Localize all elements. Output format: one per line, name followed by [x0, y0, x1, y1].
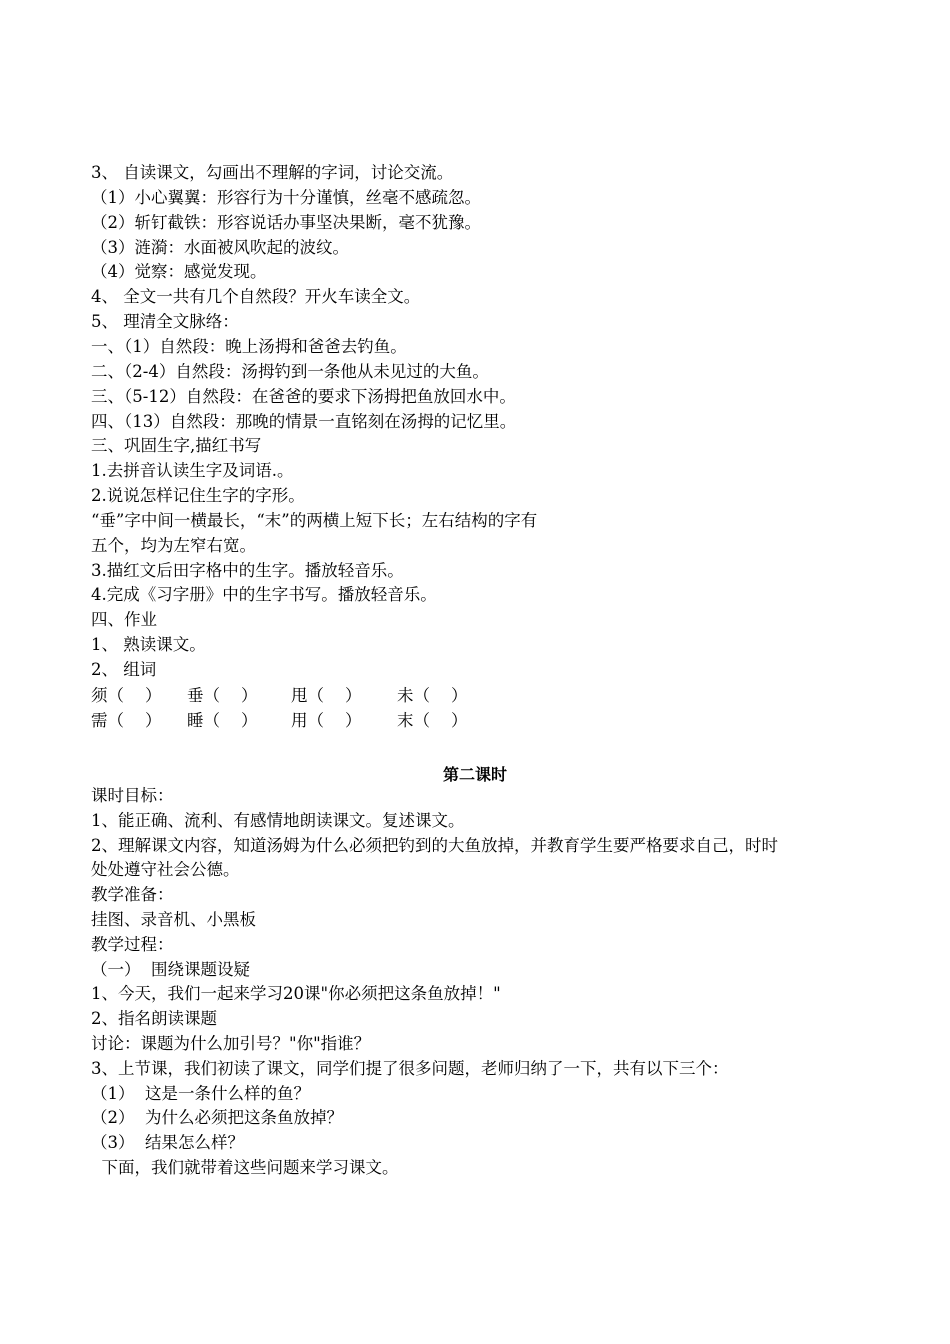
lesson1-line: 3、 自读课文，勾画出不理解的字词，讨论交流。	[91, 163, 454, 182]
lesson1-line: （4）觉察：感觉发现。	[91, 262, 267, 282]
lesson1-line: 四、（13）自然段：那晚的情景一直铭刻在汤拇的记忆里。	[91, 411, 517, 431]
lesson1-line: “垂”字中间一横最长，“末”的两横上短下长；左右结构的字有	[91, 510, 538, 530]
lesson2-line: 课时目标：	[91, 786, 174, 805]
lesson2-line: （3） 结果怎么样？	[91, 1133, 244, 1153]
lesson1-line: 4.完成《习字册》中的生字书写。播放轻音乐。	[91, 585, 437, 605]
lesson1-line: 1.去拼音认读生字及词语.。	[91, 461, 294, 481]
lesson2-line: 教学过程：	[91, 934, 174, 954]
lesson2-line: 1、能正确、流利、有感情地朗读课文。复述课文。	[91, 810, 465, 830]
lesson1-line: 2、 组词	[91, 660, 157, 679]
lesson2-line: （1） 这是一条什么样的鱼？	[91, 1083, 310, 1103]
word-blank: 末（ ）	[397, 711, 468, 730]
word-blank: 睡（ ）	[187, 711, 258, 730]
word-blank: 垂（ ）	[187, 686, 258, 705]
lesson1-line: （2）斩钉截铁：形容说话办事坚决果断，毫不犹豫。	[91, 212, 481, 232]
word-blank: 需（ ）	[91, 711, 162, 730]
lesson1-line: 五个，均为左窄右宽。	[91, 535, 256, 555]
lesson2-line: 1、今天，我们一起来学习20课"你必须把这条鱼放掉！"	[91, 984, 501, 1004]
lesson1-line: 四、作业	[91, 610, 157, 630]
word-blank: 甩（ ）	[291, 686, 362, 705]
lesson2-line: （一） 围绕课题设疑	[91, 959, 250, 979]
lesson2-line: 讨论：课题为什么加引号？"你"指谁？	[91, 1034, 371, 1053]
lesson1-line: 三、巩固生字,描红书写	[91, 436, 262, 456]
lesson1-line: （1）小心翼翼：形容行为十分谨慎，丝毫不感疏忽。	[91, 187, 481, 207]
lesson1-line: 二、（2-4）自然段：汤拇钓到一条他从未见过的大鱼。	[91, 361, 489, 381]
lesson1-line: 4、 全文一共有几个自然段？开火车读全文。	[91, 287, 421, 307]
lesson2-line: 2、理解课文内容，知道汤姆为什么必须把钓到的大鱼放掉，并教育学生要严格要求自己，时时	[91, 835, 778, 855]
lesson1-line: 2.说说怎样记住生字的字形。	[91, 486, 305, 506]
lesson2-line: 处处遵守社会公德。	[91, 860, 240, 880]
word-blank: 用（ ）	[291, 711, 362, 730]
lesson2-line: 2、指名朗读课题	[91, 1009, 217, 1029]
lesson2-line: 教学准备：	[91, 885, 174, 905]
lesson1-line: （3）涟漪：水面被风吹起的波纹。	[91, 237, 349, 257]
lesson2-line: 3、上节课，我们初读了课文，同学们提了很多问题，老师归纳了一下，共有以下三个：	[91, 1058, 729, 1078]
lesson2-title: 第二课时	[442, 765, 507, 784]
lesson2-line: 挂图、录音机、小黑板	[91, 910, 256, 929]
lesson2-line: 下面，我们就带着这些问题来学习课文。	[91, 1158, 399, 1177]
lesson1-line: 一、（1）自然段：晚上汤拇和爸爸去钓鱼。	[91, 336, 407, 356]
lesson1-line: 三、（5-12）自然段：在爸爸的要求下汤拇把鱼放回水中。	[91, 386, 516, 406]
lesson1-line: 5、 理清全文脉络：	[91, 312, 239, 332]
lesson2-line: （2） 为什么必须把这条鱼放掉？	[91, 1108, 343, 1128]
word-blank: 未（ ）	[397, 686, 468, 705]
lesson1-line: 1、 熟读课文。	[91, 635, 206, 655]
lesson1-line: 3.描红文后田字格中的生字。播放轻音乐。	[91, 560, 404, 580]
word-blank: 须（ ）	[91, 686, 162, 705]
